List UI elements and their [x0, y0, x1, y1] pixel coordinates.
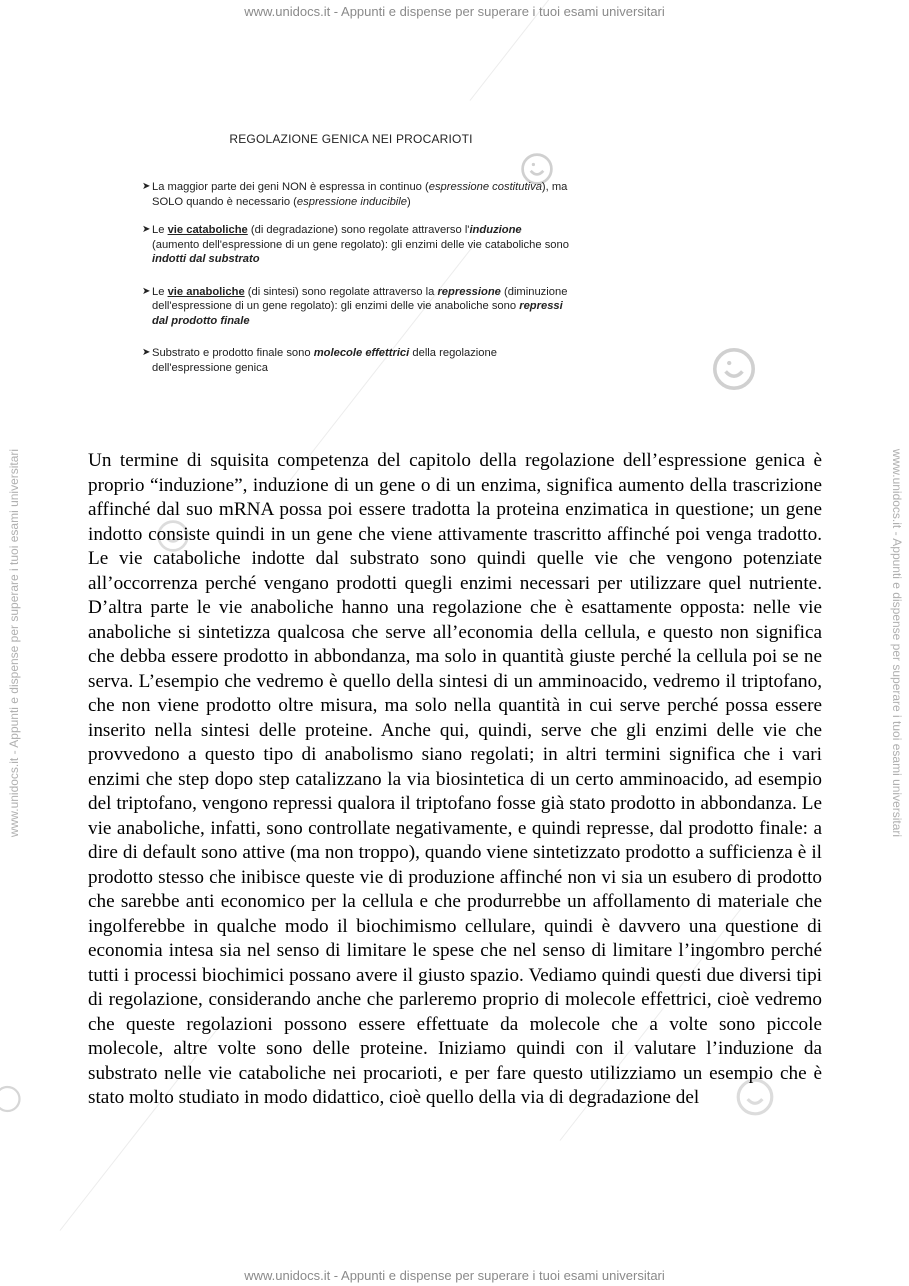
watermark-header: www.unidocs.it - Appunti e dispense per superare i tuoi esami universitari — [244, 4, 665, 19]
slide-bullet-item: ➤ La maggior parte dei geni NON è espressa in continuo (espressione costitutiva), ma SOLO quando è necessario (espressione inducibile) — [142, 181, 568, 208]
unidocs-logo-icon — [710, 345, 758, 393]
slide-bullet-item: ➤ Le vie anaboliche (di sintesi) sono regolate attraverso la repressione (diminuzione dell'espressione di un gene regolato): gli enzimi delle vie anaboliche sono repressi dal prodotto finale — [142, 285, 568, 327]
slide-image — [128, 112, 574, 394]
slide-bullet-list — [142, 180, 572, 389]
slide-title: REGOLAZIONE GENICA NEI PROCARIOTI — [229, 132, 473, 146]
arrow-bullet-icon: ➤ — [142, 181, 151, 192]
body-paragraph: Un termine di squisita competenza del capitolo della regolazione dell’espressione genica è proprio “induzione”, induzione di un gene o di un enzima, significa aumento della trascrizione affinché dal suo mRNA possa poi essere tradotta la proteina enzimatica in questione; un gene indotto consiste quindi in un gene che viene attivamente trascritto affinché poi venga tradotto. Le vie cataboliche indotte dal substrato sono quindi quelle vie che vengono potenziate all’occorrenza perché vengano prodotti quegli enzimi necessari per utilizzare quel nutriente. D’altra parte le vie anaboliche hanno una regolazione che è esattamente opposta: nelle vie anaboliche si sintetizza qualcosa che serve all’economia della cellula, e questo non significa che debba essere prodotto in abbondanza, ma solo in quantità giuste perché la cellula poi se ne serva. L’esempio che vedremo è quello della sintesi di un amminoacido, vedremo il triptofano, che non viene prodotto oltre misura, ma solo nella quantità in cui serve perché possa essere inserito nella sintesi delle proteine. Anche qui, quindi, serve che gli enzimi delle vie che provvedono a questo tipo di anabolismo siano regolati; in altri termini significa che i vari enzimi che step dopo step catalizzano la via biosintetica di un certo amminoacido, ad esempio del triptofano, vengono repressi qualora il triptofano fosse già stato prodotto in abbondanza. Le vie anaboliche, infatti, sono controllate negativamente, e quindi represse, dal prodotto finale: a dire di default sono attive (ma non troppo), quando viene sintetizzato prodotto a sufficienza è il prodotto stesso che inibisce queste vie di produzione affinché non vi sia un esubero di prodotto che sarebbe anti economico per la cellula e che produrrebbe un affollamento di materiale che ingolferebbe in qualche modo il biochimismo cellulare, quindi è davvero una questione di economia intesa sia nel senso di limitare le spese che nel senso di limitare l’ingombro perché tutti i processi biochimici possano avere il giusto spazio. Vediamo quindi questi due diversi tipi di regolazione, considerando anche che parleremo proprio di molecole effettrici, cioè vedremo che queste regolazioni possono essere effettuate da molecole che a volte sono piccole molecole, altre volte sono delle proteine. Iniziamo quindi con il valutare l’induzione da substrato nelle vie cataboliche nei procarioti, e per fare questo utilizziamo un esempio che è stato molto studiato in modo didattico, cioè quello della via di degradazione del — [88, 450, 822, 1108]
arrow-bullet-icon: ➤ — [142, 224, 151, 235]
watermark-side-left: www.unidocs.it - Appunti e dispense per superare i tuoi esami universitari — [7, 448, 21, 838]
slide-bullet-item: ➤ Substrato e prodotto finale sono molecole effettrici della regolazione dell'espressione genica — [142, 347, 497, 374]
arrow-bullet-icon: ➤ — [142, 347, 151, 358]
watermark-side-right: www.unidocs.it - Appunti e dispense per superare i tuoi esami universitari — [890, 448, 904, 838]
slide-bullet-item: ➤ Le vie cataboliche (di degradazione) sono regolate attraverso l'induzione (aumento dell'espressione di un gene regolato): gli enzimi delle vie cataboliche sono indotti dal substrato — [142, 224, 569, 265]
unidocs-logo-icon — [0, 1075, 30, 1123]
watermark-footer: www.unidocs.it - Appunti e dispense per superare i tuoi esami universitari — [244, 1268, 665, 1283]
arrow-bullet-icon: ➤ — [142, 285, 151, 297]
